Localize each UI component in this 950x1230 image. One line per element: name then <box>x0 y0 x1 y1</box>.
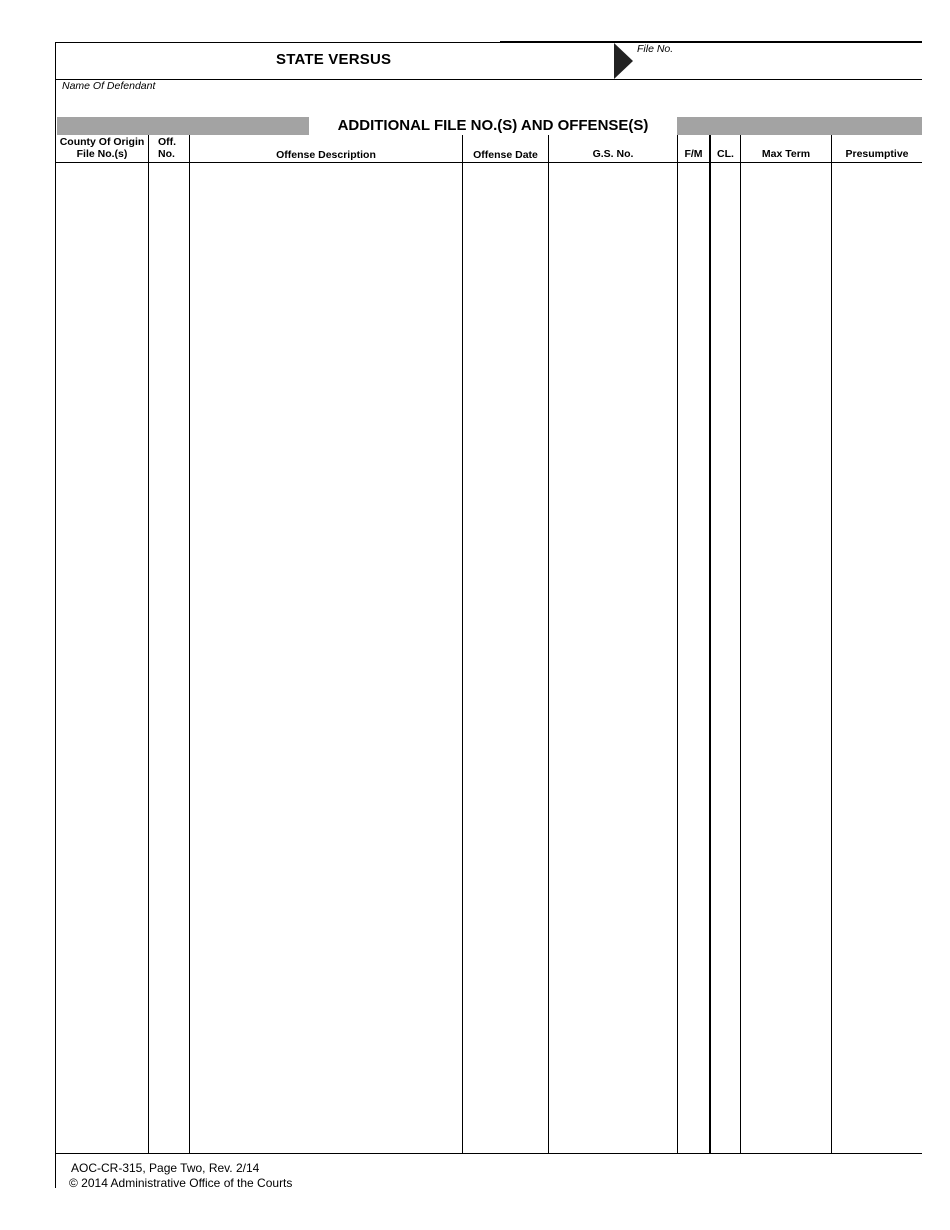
table-bottom-rule <box>55 1153 922 1154</box>
column-header-off-no <box>158 136 176 160</box>
column-header-offense-description: Offense Description <box>276 149 376 161</box>
header-top-rule-right <box>500 41 922 43</box>
column-header-gs-no: G.S. No. <box>592 148 634 160</box>
column-header-county-of-origin <box>56 136 148 160</box>
section-title: ADDITIONAL FILE NO.(S) AND OFFENSE(S) <box>309 117 677 135</box>
header-divider-rule <box>55 79 922 80</box>
file-no-field[interactable] <box>636 56 920 78</box>
header-top-rule-left <box>55 42 501 43</box>
name-of-defendant-field[interactable] <box>60 93 918 115</box>
column-header-presumptive: Presumptive <box>845 148 909 160</box>
file-no-label: File No. <box>637 43 674 55</box>
footer-form-id: AOC-CR-315, Page Two, Rev. 2/14 <box>71 1161 260 1175</box>
offenses-table-body[interactable] <box>56 163 922 1153</box>
column-header-county-line1: County Of Origin <box>59 136 145 148</box>
footer-copyright: © 2014 Administrative Office of the Courts <box>69 1176 293 1190</box>
column-header-offense-date: Offense Date <box>473 149 538 161</box>
state-versus-heading: STATE VERSUS <box>276 51 392 68</box>
column-header-cl: CL. <box>717 148 734 160</box>
column-header-off-line2: No. <box>158 148 175 160</box>
column-header-off-line1: Off. <box>158 136 177 148</box>
file-no-arrow-icon <box>614 43 634 80</box>
column-header-fm: F/M <box>684 148 703 160</box>
name-of-defendant-label: Name Of Defendant <box>62 80 156 92</box>
column-header-max-term: Max Term <box>761 148 811 160</box>
column-header-county-line2: File No.(s) <box>76 148 128 160</box>
